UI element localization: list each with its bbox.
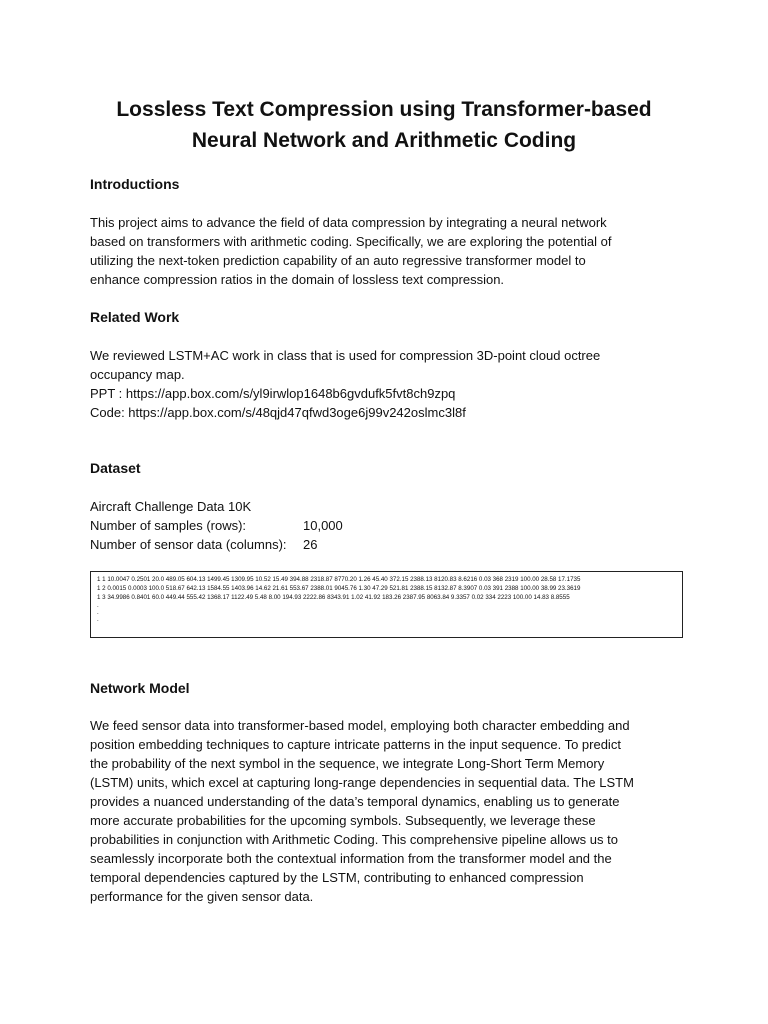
paragraph-line: We feed sensor data into transformer-based model, employing both character embedding and <box>90 718 630 733</box>
related-work-heading: Related Work <box>90 309 180 325</box>
network-model-heading: Network Model <box>90 680 190 696</box>
paragraph-line: the probability of the next symbol in the sequence, we integrate Long-Short Term Memory <box>90 756 605 771</box>
document-title <box>60 94 708 156</box>
dataset-info <box>90 497 690 554</box>
dataset-rows-row <box>90 516 690 535</box>
paragraph-line: We reviewed LSTM+AC work in class that is used for compression 3D-point cloud octree <box>90 348 601 363</box>
dataset-name: Aircraft Challenge Data 10K <box>90 499 252 514</box>
related-work-paragraph <box>90 346 690 422</box>
paragraph-line: based on transformers with arithmetic coding. Specifically, we are exploring the potential of <box>90 234 612 249</box>
sample-ellipsis-line: . <box>97 602 99 609</box>
paragraph-line: enhance compression ratios in the domain of lossless text compression. <box>90 272 505 287</box>
sample-ellipsis-line: . <box>97 609 99 616</box>
title-line-2: Neural Network and Arithmetic Coding <box>191 129 577 152</box>
paragraph-line: seamlessly incorporate both the contextual information from the transformer model and the <box>90 851 612 866</box>
code-link-line: Code: https://app.box.com/s/48qjd47qfwd3oge6j99v242oslmc3l8f <box>90 405 466 420</box>
paragraph-line: position embedding techniques to capture intricate patterns in the input sequence. To predict <box>90 737 621 752</box>
dataset-heading: Dataset <box>90 460 141 476</box>
introductions-heading: Introductions <box>90 176 180 192</box>
dataset-cols-row <box>90 535 690 554</box>
dataset-cols-label: Number of sensor data (columns): <box>90 537 287 552</box>
paragraph-line: This project aims to advance the field of data compression by integrating a neural network <box>90 215 607 230</box>
introductions-paragraph <box>90 213 690 289</box>
paragraph-line: provides a nuanced understanding of the data’s temporal dynamics, enabling us to generate <box>90 794 620 809</box>
title-line-1: Lossless Text Compression using Transformer-based <box>116 98 652 121</box>
paragraph-line: temporal dependencies captured by the LSTM, contributing to enhanced compression <box>90 870 584 885</box>
paragraph-line: occupancy map. <box>90 367 185 382</box>
dataset-sample-box <box>90 571 683 638</box>
ppt-link-line: PPT : https://app.box.com/s/yl9irwlop1648b6gvdufk5fvt8ch9zpq <box>90 386 456 401</box>
dataset-rows-label: Number of samples (rows): <box>90 518 247 533</box>
paragraph-line: utilizing the next-token prediction capability of an auto regressive transformer model to <box>90 253 586 268</box>
sample-data-line: 1 3 34.9986 0.8401 60.0 449.44 555.42 1368.17 1122.49 5.48 8.00 194.93 2222.86 8343.91 1.02 41.92 183.26 2387.95 8063.84 9.3357 0.02 334 2223 100.00 14.83 8.8555 <box>97 594 570 601</box>
paragraph-line: probabilities in conjunction with Arithmetic Coding. This comprehensive pipeline allows us to <box>90 832 618 847</box>
paragraph-line: more accurate probabilities for the upcoming symbols. Subsequently, we leverage these <box>90 813 596 828</box>
paragraph-line: performance for the given sensor data. <box>90 889 314 904</box>
network-model-paragraph <box>90 716 690 906</box>
sample-data-line: 1 1 10.0047 0.2501 20.0 489.05 604.13 1499.45 1309.95 10.52 15.49 394.88 2318.87 8770.20 1.26 45.40 372.15 2388.13 8120.83 8.6216 0.03 368 2319 100.00 28.58 17.1735 <box>97 576 581 583</box>
dataset-rows-value: 10,000 <box>303 518 343 533</box>
paragraph-line: (LSTM) units, which excel at capturing long-range dependencies in sequential data. The LSTM <box>90 775 634 790</box>
sample-ellipsis-line: . <box>97 616 99 623</box>
sample-data-line: 1 2 0.0015 0.0003 100.0 518.67 642.13 1584.55 1403.96 14.62 21.61 553.67 2388.01 9045.76 1.30 47.29 521.81 2388.15 8132.87 8.3907 0.03 391 2388 100.00 38.99 23.3619 <box>97 585 581 592</box>
dataset-cols-value: 26 <box>303 537 318 552</box>
